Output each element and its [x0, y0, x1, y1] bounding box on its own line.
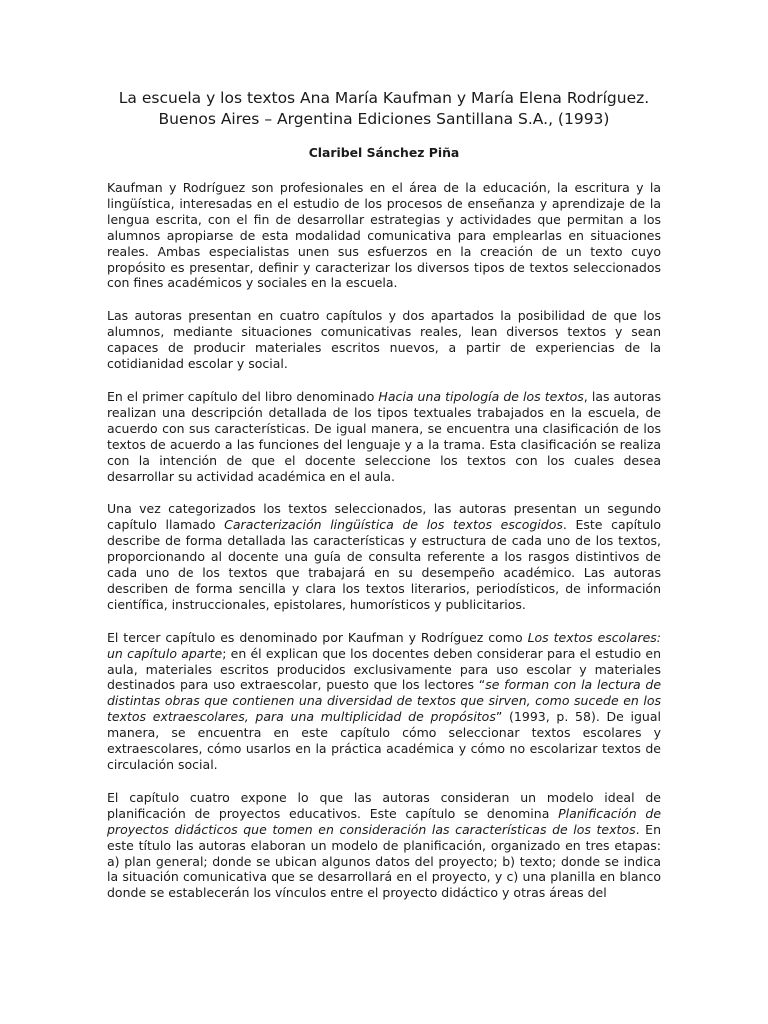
text-run: En el primer capítulo del libro denominado	[107, 388, 379, 404]
document-title: La escuela y los textos Ana María Kaufman y María Elena Rodríguez. Buenos Aires – Argentina Ediciones Santillana S.A., (1993)	[118, 89, 650, 128]
document-body	[107, 180, 661, 901]
text-run: . Este capítulo describe de forma detallada las características y estructura de cada uno de los textos, proporcionando al docente una guía de consulta referente a los rasgos distintivos de cada uno de los textos que trabajará en su desempeño académico. Las autoras describen de forma sencilla y clara los textos literarios, periodísticos, de información científica, instruccionales, epistolares, humorísticos y publicitarios.	[107, 517, 661, 612]
italic-text: Caracterización lingüística de los textos escogidos	[224, 517, 563, 533]
text-run: Kaufman y Rodríguez son profesionales en el área de la educación, la escritura y la lingüística, interesadas en el estudio de los procesos de enseñanza y aprendizaje de la lengua escrita, con el fin de desarrollar estrategias y actividades que permitan a los alumnos apropiarse de esta modalidad comunicativa para emplearlas en situaciones reales. Ambas especialistas unen sus esfuerzos en la creación de un texto cuyo propósito es presentar, definir y caracterizar los diversos tipos de textos seleccionados con fines académicos y sociales en la escuela.	[107, 180, 661, 291]
paragraph	[107, 180, 661, 291]
paragraph	[107, 630, 661, 773]
text-run: , las autoras realizan una descripción detallada de los tipos textuales trabajados en la escuela, de acuerdo con sus características. De igual manera, se encuentra una clasificación de los textos de acuerdo a las funciones del lenguaje y a la trama. Esta clasificación se realiza con la intención de que el docente seleccione los textos con los cuales desea desarrollar su actividad académica en el aula.	[107, 388, 661, 484]
paragraph	[107, 501, 661, 612]
text-run: ” (1993, p. 58). De igual manera, se encuentra en este capítulo cómo seleccionar textos escolares y extraescolares, cómo usarlos en la práctica académica y cómo no escolarizar textos de circulación social.	[107, 709, 661, 772]
text-run: El capítulo cuatro expone lo que las autoras consideran un modelo ideal de planificación de proyectos educativos. Este capítulo se denomina	[107, 789, 661, 821]
document-author: Claribel Sánchez Piña	[308, 145, 460, 160]
text-run: ; en él explican que los docentes deben considerar para el estudio en aula, materiales escritos producidos exclusivamente para uso escolar y materiales destinados para uso extraescolar, puesto que los lectores “	[107, 645, 661, 693]
italic-text: Los textos escolares: un capítulo aparte	[107, 629, 662, 661]
italic-text: Hacia una tipología de los textos	[378, 388, 584, 404]
text-run: . En este título las autoras elaboran un modelo de planificación, organizado en tres etapas: a) plan general; donde se ubican algunos datos del proyecto; b) texto; donde se indica la situación comunicativa que se desarrollará en el proyecto, y c) una planilla en blanco donde se establecerán los vínculos entre el proyecto didáctico y otras áreas del	[107, 821, 661, 901]
paragraph	[107, 790, 661, 901]
text-run: El tercer capítulo es denominado por Kaufman y Rodríguez como	[107, 629, 528, 645]
paragraph	[107, 389, 661, 484]
paragraph	[107, 308, 661, 372]
document-page	[107, 88, 661, 918]
text-run: Las autoras presentan en cuatro capítulos y dos apartados la posibilidad de que los alumnos, mediante situaciones comunicativas reales, lean diversos textos y sean capaces de producir materiales escritos nuevos, a partir de experiencias de la cotidianidad escolar y social.	[107, 308, 661, 372]
text-run: Una vez categorizados los textos seleccionados, las autoras presentan un segundo capítulo llamado	[107, 501, 661, 533]
italic-text: se forman con la lectura de distintas obras que contienen una diversidad de textos que sirven, como sucede en los textos extraescolares, para una multiplicidad de propósitos	[107, 677, 662, 725]
italic-text: Planificación de proyectos didácticos que tomen en consideración las características de los textos	[107, 805, 662, 837]
